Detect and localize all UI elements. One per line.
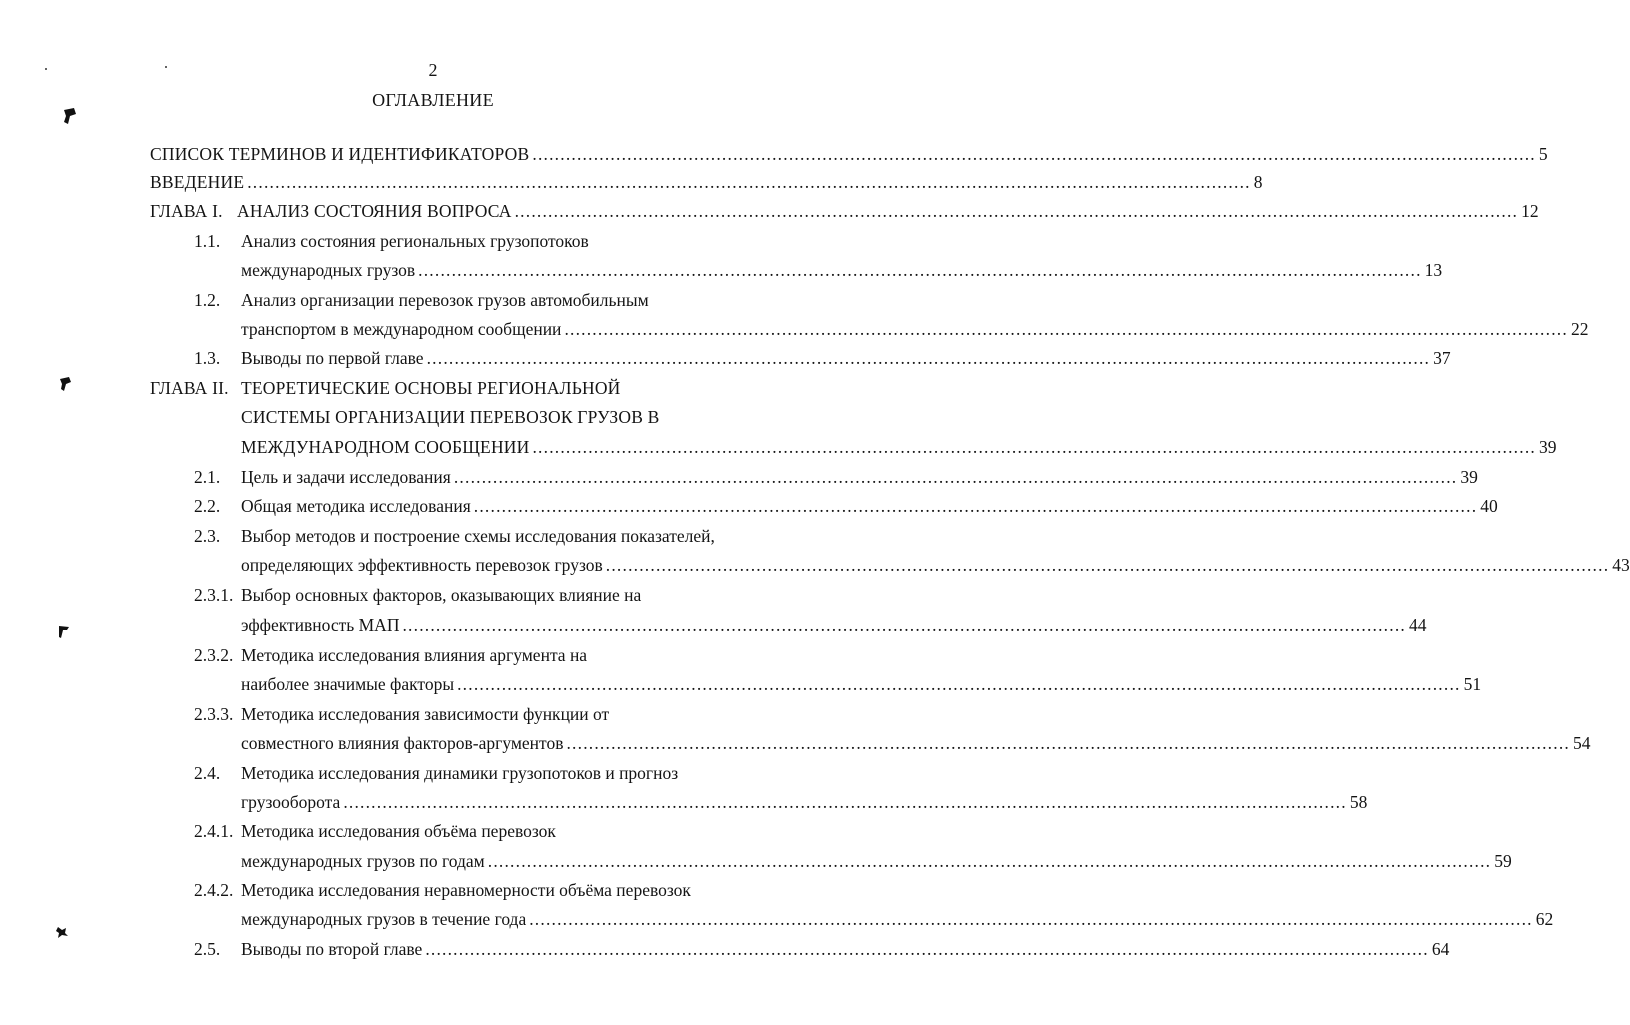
toc-entry-title: Методика исследования динамики грузопотоков и прогноз xyxy=(241,763,679,783)
toc-entry-page: 8 xyxy=(1253,172,1263,192)
toc-entry xyxy=(241,257,1443,283)
leader-dots: .................................................................................................................................................................................... xyxy=(453,467,1458,487)
leader-dots: .................................................................................................................................................................................... xyxy=(473,496,1478,516)
toc-entry-title: МЕЖДУНАРОДНОМ СООБЩЕНИИ xyxy=(241,437,530,457)
toc-entry-page: 39 xyxy=(1460,467,1478,487)
leader-dots: .................................................................................................................................................................................... xyxy=(564,319,1568,339)
toc-entry-title: Общая методика исследования xyxy=(241,496,471,516)
toc-entry-title: Выводы по первой главе xyxy=(241,348,424,368)
toc-entry-title: совместного влияния факторов-аргументов xyxy=(241,733,564,753)
toc-entry xyxy=(241,789,1368,815)
toc-entry-title: грузооборота xyxy=(241,792,341,812)
section-number: 2.4.1. xyxy=(194,821,234,841)
section-number: 2.3.2. xyxy=(194,645,234,665)
toc-entry xyxy=(241,936,1450,962)
toc-entry xyxy=(241,434,1557,460)
toc-entry xyxy=(241,848,1512,874)
section-number: 1.1. xyxy=(194,231,221,251)
section-number: 2.3.1. xyxy=(194,585,234,605)
toc-entry-page: 62 xyxy=(1535,909,1554,929)
section-number: 2.2. xyxy=(194,496,221,516)
leader-dots: .................................................................................................................................................................................... xyxy=(532,144,1536,164)
leader-dots: .................................................................................................................................................................................... xyxy=(426,348,1431,368)
section-number: 2.1. xyxy=(194,467,221,487)
leader-dots: .................................................................................................................................................................................... xyxy=(532,437,1536,457)
section-number: 2.4.2. xyxy=(194,880,234,900)
page-number: 2 xyxy=(428,60,438,80)
leader-dots: .................................................................................................................................................................................... xyxy=(529,909,1533,929)
toc-entry-page: 59 xyxy=(1494,851,1512,871)
toc-entry-title: наиболее значимые факторы xyxy=(241,674,455,694)
section-number: 2.3.3. xyxy=(194,704,234,724)
toc-entry-title: международных грузов в течение года xyxy=(241,909,527,929)
toc-entry-page: 5 xyxy=(1538,144,1548,164)
toc-entry-title: определяющих эффективность перевозок грузов xyxy=(241,555,603,575)
toc-entry-title: эффективность МАП xyxy=(241,615,400,635)
toc-entry-title: международных грузов xyxy=(241,260,416,280)
toc-entry-page: 58 xyxy=(1349,792,1368,812)
toc-entry-title: Методика исследования зависимости функции от xyxy=(241,704,610,724)
toc-entry-title: ВВЕДЕНИЕ xyxy=(150,172,245,192)
chapter-number: ГЛАВА I. xyxy=(150,201,223,221)
toc-entry xyxy=(150,141,1548,167)
leader-dots: .................................................................................................................................................................................... xyxy=(418,260,1422,280)
section-number: 1.3. xyxy=(194,348,221,368)
toc-entry xyxy=(150,169,1263,195)
toc-entry-title: Выбор основных факторов, оказывающих влияние на xyxy=(241,585,642,605)
section-number: 2.3. xyxy=(194,526,221,546)
chapter-number: ГЛАВА II. xyxy=(150,378,229,398)
toc-entry-page: 13 xyxy=(1424,260,1443,280)
leader-dots: .................................................................................................................................................................................... xyxy=(343,792,1347,812)
toc-entry xyxy=(241,464,1478,490)
ink-blot-mark xyxy=(55,620,75,642)
leader-dots: .................................................................................................................................................................................... xyxy=(457,674,1461,694)
toc-entry xyxy=(241,345,1451,371)
toc-entry xyxy=(241,612,1427,638)
leader-dots: .................................................................................................................................................................................... xyxy=(487,851,1492,871)
toc-entry-page: 64 xyxy=(1431,939,1450,959)
section-number: 2.4. xyxy=(194,763,221,783)
toc-entry-page: 22 xyxy=(1570,319,1589,339)
toc-entry-page: 51 xyxy=(1463,674,1482,694)
toc-entry-title: Методика исследования влияния аргумента на xyxy=(241,645,588,665)
page-title: ОГЛАВЛЕНИЕ xyxy=(372,90,494,110)
ink-blot-mark xyxy=(55,373,75,395)
toc-entry-page: 40 xyxy=(1480,496,1498,516)
toc-entry xyxy=(241,493,1498,519)
leader-dots: .................................................................................................................................................................................... xyxy=(566,733,1570,753)
toc-entry-title: транспортом в международном сообщении xyxy=(241,319,562,339)
toc-entry-title: Методика исследования объёма перевозок xyxy=(241,821,556,841)
ink-blot-mark xyxy=(58,104,80,128)
section-number: 2.5. xyxy=(194,939,221,959)
toc-entry-title: Выбор методов и построение схемы исследования показателей, xyxy=(241,526,715,546)
toc-entry-title: Методика исследования неравномерности объёма перевозок xyxy=(241,880,691,900)
toc-entry xyxy=(241,671,1482,697)
leader-dots: .................................................................................................................................................................................... xyxy=(425,939,1429,959)
toc-entry xyxy=(241,906,1554,932)
toc-entry-title: СИСТЕМЫ ОРГАНИЗАЦИИ ПЕРЕВОЗОК ГРУЗОВ В xyxy=(241,407,660,427)
toc-entry xyxy=(237,198,1539,224)
ink-blot-mark xyxy=(52,922,72,942)
toc-entry-page: 39 xyxy=(1538,437,1557,457)
toc-entry-title: Выводы по второй главе xyxy=(241,939,423,959)
toc-entry xyxy=(241,316,1589,342)
toc-entry-title: ТЕОРЕТИЧЕСКИЕ ОСНОВЫ РЕГИОНАЛЬНОЙ xyxy=(241,378,621,398)
toc-entry-title: СПИСОК ТЕРМИНОВ И ИДЕНТИФИКАТОРОВ xyxy=(150,144,530,164)
scan-speck xyxy=(44,66,174,76)
toc-entry-title: АНАЛИЗ СОСТОЯНИЯ ВОПРОСА xyxy=(237,201,512,221)
toc-entry-page: 44 xyxy=(1408,615,1427,635)
leader-dots: .................................................................................................................................................................................... xyxy=(514,201,1519,221)
toc-entry-title: Анализ состояния региональных грузопотоков xyxy=(241,231,589,251)
toc-entry xyxy=(241,730,1591,756)
toc-entry-page: 54 xyxy=(1572,733,1591,753)
toc-entry xyxy=(241,552,1630,578)
leader-dots: .................................................................................................................................................................................... xyxy=(402,615,1406,635)
toc-entry-page: 37 xyxy=(1433,348,1451,368)
toc-entry-page: 43 xyxy=(1612,555,1630,575)
toc-entry-page: 12 xyxy=(1521,201,1539,221)
leader-dots: .................................................................................................................................................................................... xyxy=(605,555,1610,575)
toc-entry-title: Цель и задачи исследования xyxy=(241,467,451,487)
leader-dots: .................................................................................................................................................................................... xyxy=(247,172,1251,192)
toc-entry-title: международных грузов по годам xyxy=(241,851,485,871)
section-number: 1.2. xyxy=(194,290,221,310)
toc-entry-title: Анализ организации перевозок грузов автомобильным xyxy=(241,290,649,310)
